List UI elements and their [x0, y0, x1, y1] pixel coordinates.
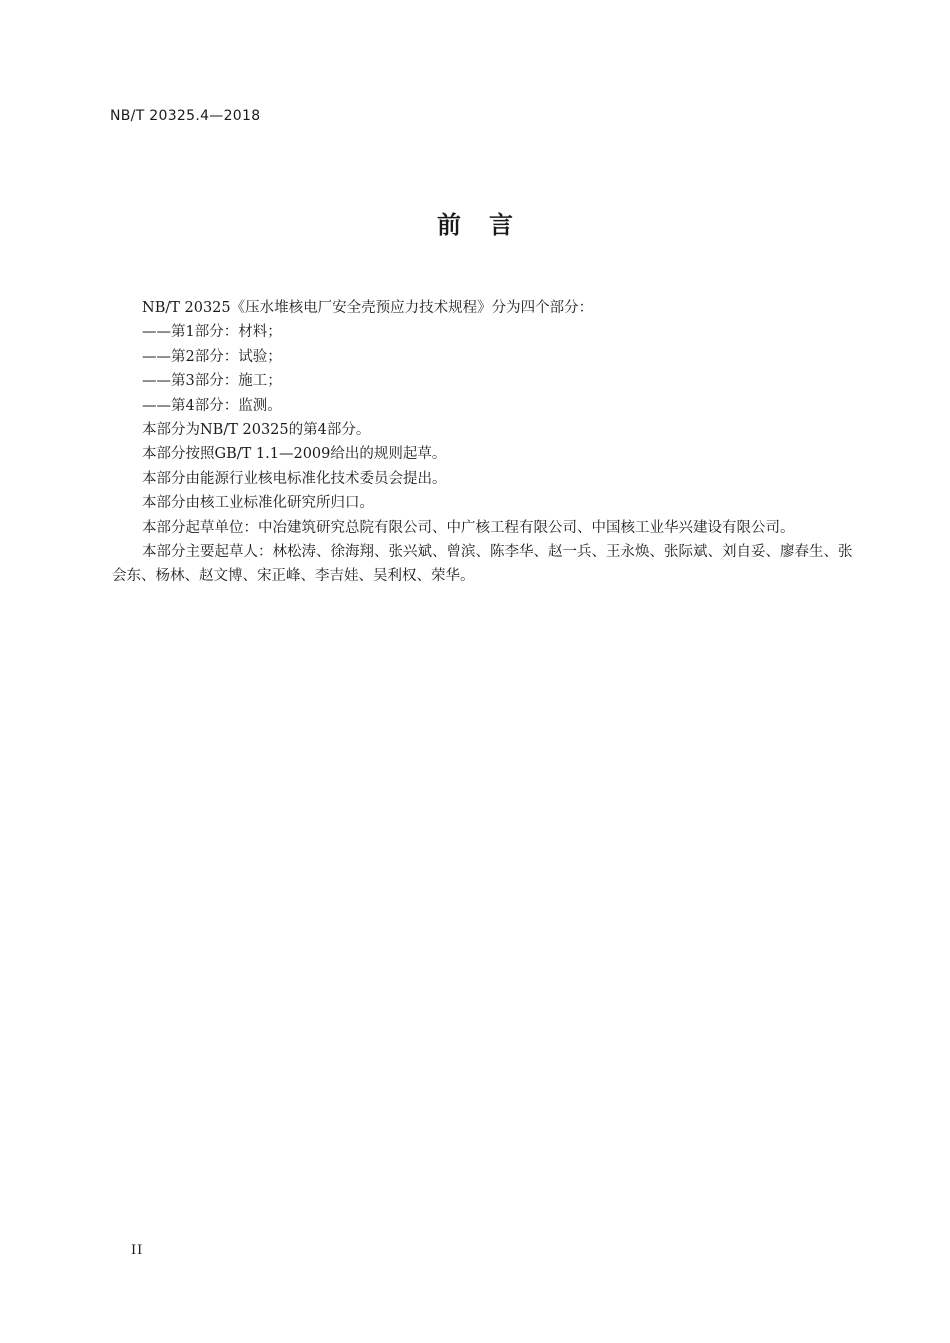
paragraph-part-4: ——第4部分：监测。	[142, 397, 282, 414]
paragraph-this-part: 本部分为NB/T 20325的第4部分。	[142, 422, 371, 439]
paragraph-intro: NB/T 20325《压水堆核电厂安全壳预应力技术规程》分为四个部分：	[142, 300, 594, 316]
paragraph-drafting-rules: 本部分按照GB/T 1.1—2009给出的规则起草。	[142, 446, 447, 463]
page-title: 前言	[437, 211, 541, 239]
page-number: II	[131, 1243, 144, 1258]
paragraph-part-2: ——第2部分：试验；	[142, 348, 282, 365]
paragraph-part-1: ——第1部分：材料；	[142, 324, 282, 341]
paragraph-drafting-units: 本部分起草单位：中冶建筑研究总院有限公司、中广核工程有限公司、中国核工业华兴建设有限公司。	[142, 519, 795, 536]
paragraph-proposer: 本部分由能源行业核电标准化技术委员会提出。	[142, 470, 447, 487]
foreword-body	[112, 296, 864, 589]
paragraph-administrator: 本部分由核工业标准化研究所归口。	[142, 495, 374, 512]
paragraph-drafters: 本部分主要起草人：林松涛、徐海翔、张兴斌、曾滨、陈李华、赵一兵、王永焕、张际斌、刘自妥、廖春生、张会东、杨林、赵文博、宋正峰、李吉娃、吴利权、荣华。	[112, 544, 853, 585]
document-code: NB/T 20325.4—2018	[110, 108, 261, 124]
paragraph-part-3: ——第3部分：施工；	[142, 373, 282, 390]
